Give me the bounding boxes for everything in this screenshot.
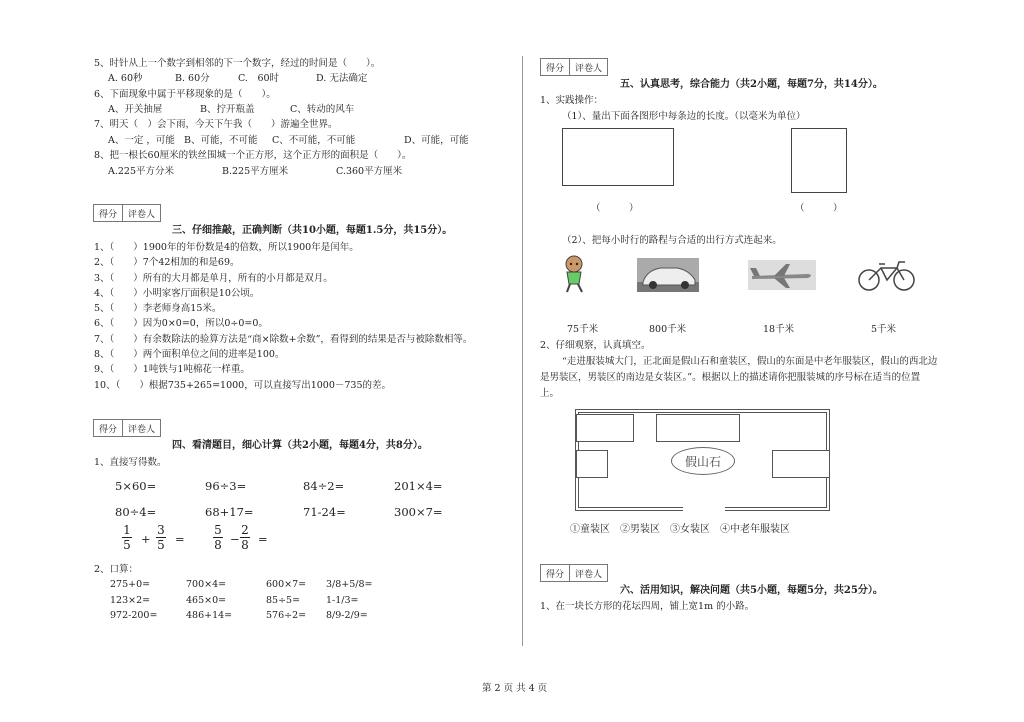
distance-label: 18千米 [763, 324, 795, 335]
section-4-title: 四、看清题目，细心计算（共2小题，每题4分，共8分）。 [172, 440, 428, 451]
denominator: 8 [241, 538, 249, 552]
denominator: 8 [214, 538, 222, 552]
rectangle-shape [791, 128, 847, 193]
section-5-title: 五、认真思考，综合能力（共2小题，每题7分，共14分）。 [620, 79, 883, 90]
equals: = [258, 532, 268, 546]
section-4-q1: 1、直接写得数。 [94, 457, 167, 468]
zone-box[interactable] [656, 414, 740, 442]
oral-item: 275+0= [110, 579, 151, 590]
oral-item: 3/8+5/8= [326, 579, 373, 590]
judge-item: 8、（ ）两个面积单位之间的进率是100。 [94, 349, 285, 360]
judge-item: 6、（ ）因为0×0=0，所以0÷0=0。 [94, 318, 268, 329]
question-1-1: （1）、量出下面各图形中每条边的长度。（以毫米为单位） [562, 111, 806, 122]
judge-item: 3、（ ）所有的大月都是单月，所有的小月都是双月。 [94, 273, 333, 284]
zone-box[interactable] [576, 414, 634, 442]
distance-label: 800千米 [649, 324, 687, 335]
option: C.360平方厘米 [336, 166, 403, 177]
numerator: 2 [241, 523, 249, 537]
fraction [240, 523, 250, 552]
airplane-icon [748, 260, 816, 290]
judge-item: 5、（ ）李老师身高15米。 [94, 303, 222, 314]
question-1: 1、实践操作： [540, 95, 604, 106]
denominator: 5 [123, 538, 131, 552]
answer-paren: （ ） [591, 203, 639, 214]
score-box [540, 564, 608, 582]
operator: − [230, 532, 240, 546]
option: A.225平方分米 [108, 166, 175, 177]
judge-item: 9、（ ）1吨铁与1吨棉花一样重。 [94, 364, 250, 375]
section-6-q1: 1、在一块长方形的花坛四周，铺上宽1m 的小路。 [540, 601, 755, 612]
walking-child-icon [555, 254, 595, 294]
option: C、不可能，不可能 [272, 135, 356, 146]
option: B、拧开瓶盖 [200, 104, 255, 115]
question-8: 8、把一根长60厘米的铁丝围城一个正方形，这个正方形的面积是（ ）。 [94, 150, 412, 161]
numerator: 5 [214, 523, 222, 537]
grader-label: 评卷人 [122, 205, 160, 221]
oral-item: 972-200= [110, 610, 158, 621]
option: C、转动的风车 [290, 104, 355, 115]
calc-item: 300×7= [394, 505, 443, 519]
rectangle-shape [562, 128, 674, 186]
distance-label: 75千米 [567, 324, 599, 335]
calc-item: 84÷2= [303, 479, 345, 493]
grader-label: 评卷人 [569, 59, 607, 75]
fraction [213, 523, 223, 552]
judge-item: 1、（ ）1900年的年份数是4的倍数，所以1900年是闰年。 [94, 242, 359, 253]
option: A、开关抽屉 [108, 104, 163, 115]
option: D. 无法确定 [316, 73, 368, 84]
section-6-title: 六、活用知识，解决问题（共5小题，每题5分，共25分）。 [620, 585, 883, 596]
question-5: 5、时针从上一个数字到相邻的下一个数字，经过的时间是（ ）。 [94, 58, 381, 69]
oral-item: 1-1/3= [326, 595, 359, 606]
answer-paren: （ ） [795, 203, 843, 214]
score-box [93, 419, 161, 437]
judge-item: 7、（ ）有余数除法的验算方法是“商×除数+余数”，看得到的结果是否与被除数相等。 [94, 334, 473, 345]
question-2-text: 是男装区，男装区的南边是女装区。”。根据以上的描述请你把服装城的序号标在适当的位置 [540, 372, 921, 383]
judge-item: 2、（ ）7个42相加的和是69。 [94, 257, 240, 268]
zone-box[interactable] [576, 450, 608, 478]
question-6: 6、下面现象中属于平移现象的是（ ）。 [94, 89, 276, 100]
fraction [122, 523, 132, 552]
question-2: 2、仔细观察，认真填空。 [540, 340, 651, 351]
option: B、可能，不可能 [184, 135, 258, 146]
equals: = [175, 532, 185, 546]
judge-item: 10、（ ）根据735+265=1000，可以直接写出1000－735的差。 [94, 380, 392, 391]
section-3-title: 三、仔细推敲，正确判断（共10小题，每题1.5分，共15分）。 [172, 225, 453, 236]
oral-item: 700×4= [186, 579, 227, 590]
zones-legend: ①童装区 ②男装区 ③女装区 ④中老年服装区 [570, 524, 790, 535]
score-label: 得分 [99, 209, 118, 220]
question-2-text: “走进服装城大门，正北面是假山石和童装区，假山的东面是中老年服装区，假山的西北边 [562, 356, 938, 367]
clothing-city-map [575, 409, 830, 511]
zone-box[interactable] [772, 450, 830, 478]
score-label: 得分 [99, 424, 118, 435]
option: C. 60时 [238, 73, 280, 84]
section-4-q2: 2、口算： [94, 564, 139, 575]
score-label: 得分 [546, 569, 565, 580]
option: D、可能，可能 [404, 135, 469, 146]
oral-item: 576÷2= [266, 610, 307, 621]
oral-item: 85÷5= [266, 595, 301, 606]
calc-item: 80÷4= [115, 505, 157, 519]
denominator: 5 [157, 538, 165, 552]
calc-item: 96÷3= [205, 479, 247, 493]
operator: + [141, 532, 151, 546]
fraction [156, 523, 166, 552]
grader-label: 评卷人 [569, 565, 607, 581]
score-box [93, 204, 161, 222]
oral-item: 8/9-2/9= [326, 610, 368, 621]
column-divider [522, 56, 523, 646]
bicycle-icon [857, 256, 917, 292]
calc-item: 71-24= [303, 505, 346, 519]
numerator: 3 [157, 523, 165, 537]
option: A. 60秒 [108, 73, 143, 84]
distance-label: 5千米 [871, 324, 897, 335]
option: A、一定 ，可能 [108, 135, 175, 146]
question-1-2: （2）、把每小时行的路程与合适的出行方式连起来。 [562, 235, 782, 246]
entrance-gap [683, 504, 725, 512]
oral-item: 486+14= [186, 610, 233, 621]
question-7: 7、明天（ ）会下雨，今天下午我（ ）游遍全世界。 [94, 119, 338, 130]
oral-item: 600×7= [266, 579, 307, 590]
score-box [540, 58, 608, 76]
score-label: 得分 [546, 63, 565, 74]
numerator: 1 [123, 523, 131, 537]
option: B.225平方厘米 [222, 166, 289, 177]
question-2-text: 上。 [540, 388, 560, 399]
rock-label: 假山石 [671, 447, 735, 475]
judge-item: 4、（ ）小明家客厅面积是10公顷。 [94, 288, 260, 299]
oral-item: 465×0= [186, 595, 227, 606]
calc-item: 68+17= [205, 505, 254, 519]
calc-item: 5×60= [115, 479, 157, 493]
calc-item: 201×4= [394, 479, 443, 493]
grader-label: 评卷人 [122, 420, 160, 436]
option: B. 60分 [175, 73, 210, 84]
page-footer: 第 2 页 共 4 页 [482, 683, 548, 694]
car-icon [637, 258, 699, 292]
oral-item: 123×2= [110, 595, 151, 606]
